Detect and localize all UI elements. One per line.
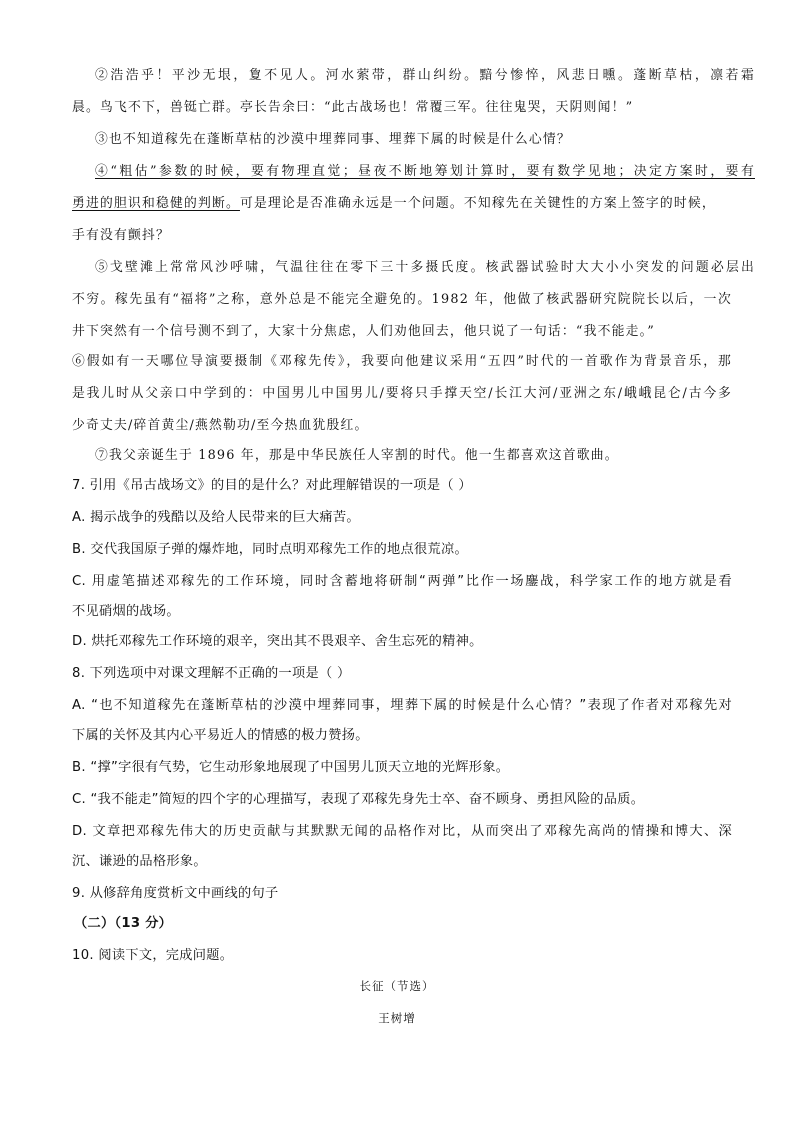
question-8-option-a-line-1: A. “也不知道稼先在蓬断草枯的沙漠中埋葬同事，埋葬下属的时候是什么心情？”表现了作者对邓稼先对	[72, 698, 732, 713]
question-7-option-d: D. 烘托邓稼先工作环境的艰辛，突出其不畏艰辛、舍生忘死的精神。	[72, 634, 483, 649]
passage-paragraph-2-line-2: 晨。鸟飞不下，兽铤亡群。亭长告余曰：“此古战场也！常覆三军。往往鬼哭，天阴则闻！”	[72, 100, 634, 115]
passage-paragraph-4-line-3: 手有没有颤抖？	[72, 228, 170, 243]
passage-paragraph-4-line-1: ④“粗估”参数的时候，要有物理直觉；昼夜不断地筹划计算时，要有数学见地；决定方案时，要有	[95, 164, 755, 179]
passage-paragraph-6-line-3: 少奇丈夫/碎首黄尘/燕然勒功/至今热血犹殷红。	[72, 418, 369, 433]
question-8-option-b: B. “撑”字很有气势，它生动形象地展现了中国男儿顶天立地的光辉形象。	[72, 760, 510, 775]
question-9: 9. 从修辞角度赏析文中画线的句子	[72, 886, 279, 901]
passage-paragraph-5-line-2: 不穷。稼先虽有“福将”之称，意外总是不能完全避免的。1982 年，他做了核武器研究院院长以后，一次	[72, 292, 732, 307]
passage-paragraph-4-line-2-rest: 可是理论是否准确永远是一个问题。不知稼先在关键性的方案上签字的时候，	[239, 196, 716, 211]
passage-paragraph-5-line-3: 井下突然有一个信号测不到了，大家十分焦虑，人们劝他回去，他只说了一句话：“我不能走。”	[72, 324, 655, 339]
underlined-sentence-end: 勇进的胆识和稳健的判断。	[72, 196, 240, 211]
passage-paragraph-6-line-1: ⑥假如有一天哪位导演要摄制《邓稼先传》，我要向他建议采用“五四”时代的一首歌作为背景音乐，那	[72, 354, 732, 369]
question-7-option-a: A. 揭示战争的残酷以及给人民带来的巨大痛苦。	[72, 510, 360, 525]
question-8-option-c: C. “我不能走”简短的四个字的心理描写，表现了邓稼先身先士卒、奋不顾身、勇担风险的品质。	[72, 792, 645, 807]
passage-paragraph-4-line-2	[72, 194, 732, 214]
section-heading-2: （二）（13 分）	[74, 916, 173, 931]
question-8-option-d-line-1: D. 文章把邓稼先伟大的历史贡献与其默默无闻的品格作对比，从而突出了邓稼先高尚的情操和博大、深	[72, 824, 732, 839]
passage-author: 王树增	[378, 1011, 416, 1025]
question-7-option-b: B. 交代我国原子弹的爆炸地，同时点明邓稼先工作的地点很荒凉。	[72, 542, 468, 557]
question-8: 8. 下列选项中对课文理解不正确的一项是（ ）	[72, 666, 351, 681]
question-10: 10. 阅读下文，完成问题。	[72, 948, 234, 963]
passage-paragraph-7: ⑦我父亲诞生于 1896 年，那是中华民族任人宰割的时代。他一生都喜欢这首歌曲。	[95, 448, 619, 463]
question-7-option-c-line-2: 不见硝烟的战场。	[72, 604, 180, 619]
question-8-option-a-line-2: 下属的关怀及其内心平易近人的情感的极力赞扬。	[72, 728, 369, 743]
question-7: 7. 引用《吊古战场文》的目的是什么？对此理解错误的一项是（ ）	[72, 478, 472, 493]
passage-title: 长征（节选）	[359, 979, 435, 993]
passage-paragraph-5-line-1: ⑤戈壁滩上常常风沙呼啸，气温往往在零下三十多摄氏度。核武器试验时大大小小突发的问题必层出	[95, 260, 755, 275]
passage-paragraph-2-line-1: ②浩浩乎！平沙无垠，夐不见人。河水萦带，群山纠纷。黯兮惨悴，风悲日曛。蓬断草枯，凛若霜	[95, 68, 755, 83]
question-8-option-d-line-2: 沉、谦逊的品格形象。	[72, 854, 207, 869]
passage-paragraph-6-line-2: 是我儿时从父亲口中学到的：中国男儿中国男儿/要将只手撑天空/长江大河/亚洲之东/峨峨昆仑/古今多	[72, 386, 732, 401]
question-7-option-c-line-1: C. 用虚笔描述邓稼先的工作环境，同时含蓄地将研制“两弹”比作一场鏖战，科学家工作的地方就是看	[72, 574, 732, 589]
passage-paragraph-3: ③也不知道稼先在蓬断草枯的沙漠中埋葬同事、埋葬下属的时候是什么心情？	[95, 132, 571, 147]
